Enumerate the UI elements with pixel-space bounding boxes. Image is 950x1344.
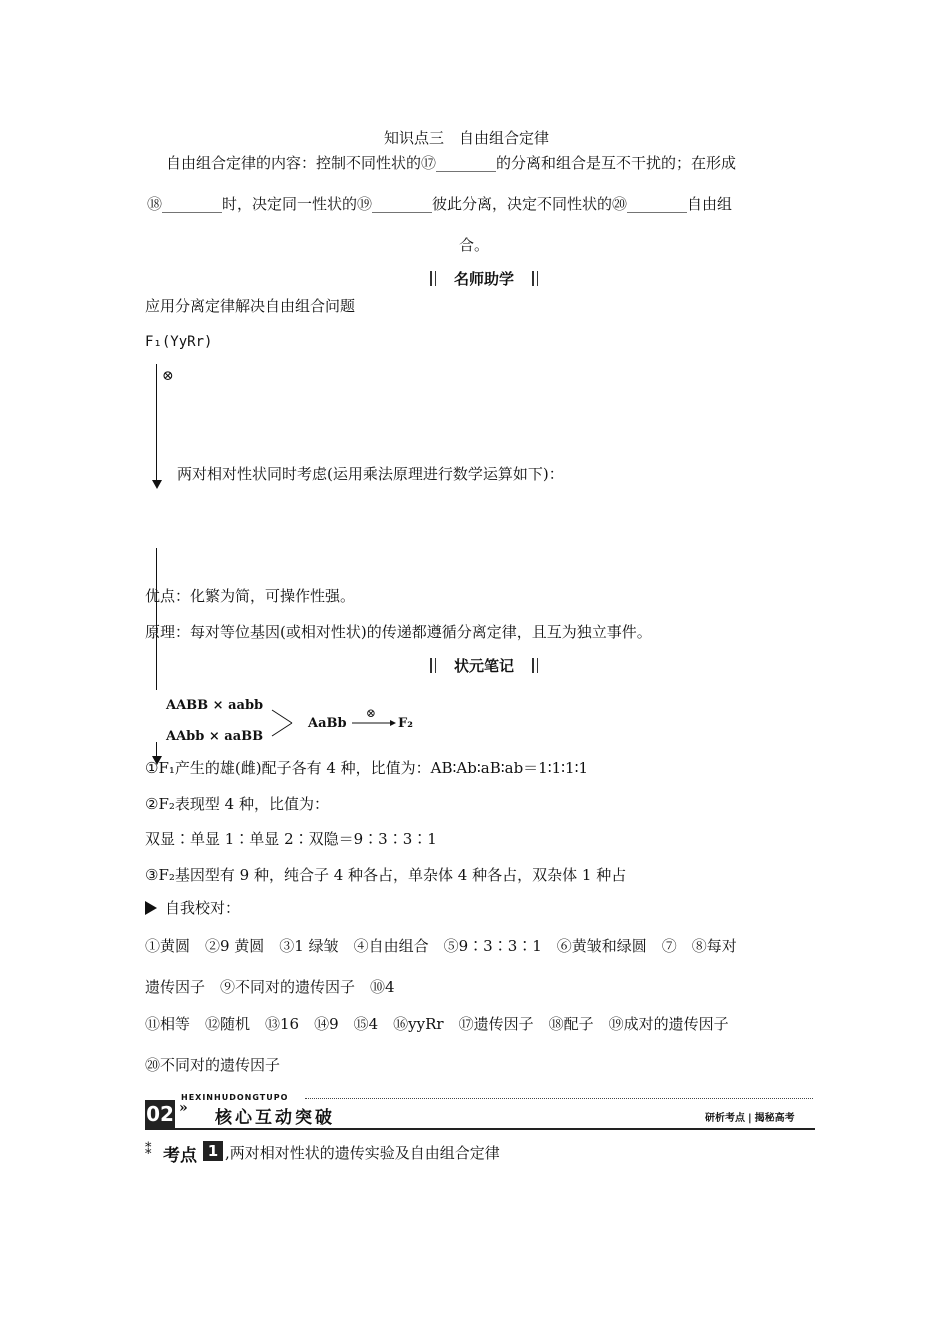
banner-right-a: 研析考点 <box>705 1113 745 1124</box>
banner-pinyin: HEXINHUDONGTUPO <box>181 1093 289 1102</box>
flow-arrow-line-1 <box>156 364 157 482</box>
check-marker-icon <box>145 901 157 915</box>
section-banner <box>145 1094 815 1130</box>
f1-label: F₁(YyRr) <box>145 334 213 350</box>
mingshi-intro: 应用分离定律解决自由组合问题 <box>145 297 356 315</box>
self-cross-symbol: ⊗ <box>162 368 174 384</box>
banner-right-b: 揭秘高考 <box>754 1113 795 1124</box>
check-line-3: ⑪相等 ⑫随机 ⑬16 ⑭9 ⑮4 ⑯yyRr ⑰遗传因子 ⑱配子 ⑲成对的遗传因子 <box>145 1015 729 1033</box>
heading-bar-left <box>430 271 436 286</box>
heading-bar-right <box>532 658 538 673</box>
banner-right <box>705 1109 795 1124</box>
principle-text: 原理：每对等位基因(或相对性状)的传递都遵循分离定律，且互为独立事件。 <box>145 623 652 641</box>
note-2: ②F₂表现型 4 种，比值为： <box>145 795 329 813</box>
note-1: ①F₁产生的雄(雌)配子各有 4 种，比值为：AB∶Ab∶aB∶ab＝1∶1∶1∶1 <box>145 759 589 777</box>
note-4: ③F₂基因型有 9 种，纯合子 4 种各占，单杂体 4 种各占，双杂体 1 种占 <box>145 866 627 884</box>
heading-bar-right <box>532 271 538 286</box>
flow-arrow-line-2 <box>156 548 157 690</box>
flow-arrowhead-1 <box>152 480 162 489</box>
cross-1: AABB × aabb <box>166 698 264 713</box>
check-line-2: 遗传因子 ⑨不同对的遗传因子 ⑩4 <box>145 978 395 996</box>
cross-diagram <box>164 696 424 746</box>
note-3: 双显∶单显 1∶单显 2∶双隐＝9∶3∶3∶1 <box>145 830 437 848</box>
banner-title: 核心互动突破 <box>215 1108 335 1128</box>
banner-number: 02 <box>146 1102 174 1126</box>
check-label: 自我校对： <box>165 899 241 917</box>
banner-right-sep: | <box>748 1113 752 1124</box>
heading-bar-left <box>430 658 436 673</box>
section-line-1: 自由组合定律的内容：控制不同性状的⑰________的分离和组合是互不干扰的；在形成 <box>166 154 737 172</box>
cross-product: AaBb <box>308 716 347 731</box>
check-line-1: ①黄圆 ②9 黄圆 ③1 绿皱 ④自由组合 ⑤9∶3∶3∶1 ⑥黄皱和绿圆 ⑦ ⑧每对 <box>145 937 737 955</box>
banner-dotted-line <box>305 1098 813 1099</box>
kaodian-label: 考点 <box>163 1146 197 1166</box>
kaodian-ornament-icon: ⁑ <box>145 1143 152 1158</box>
zhuangyuan-heading: 状元笔记 <box>412 655 556 676</box>
kaodian-number: 1 <box>203 1141 223 1161</box>
f2-label: F₂ <box>398 716 413 731</box>
section-line-2: ⑱________时，决定同一性状的⑲________彼此分离，决定不同性状的⑳________自由组 <box>147 195 733 213</box>
cross-2: AAbb × aaBB <box>166 729 264 744</box>
advantage-text: 优点：化繁为简，可操作性强。 <box>145 587 356 605</box>
arrow-text: 两对相对性状同时考虑(运用乘法原理进行数学运算如下)： <box>177 465 564 483</box>
section-title: 知识点三 自由组合定律 <box>384 129 550 147</box>
banner-underline <box>145 1128 815 1130</box>
mingshi-heading: 名师助学 <box>412 268 556 289</box>
check-line-4: ⑳不同对的遗传因子 <box>145 1056 281 1074</box>
banner-chevron-icon: » <box>179 1100 188 1116</box>
kaodian-text: ,两对相对性状的遗传实验及自由组合定律 <box>225 1144 500 1162</box>
self-cross-symbol-2: ⊗ <box>366 706 377 720</box>
section-line-3: 合。 <box>459 236 490 254</box>
